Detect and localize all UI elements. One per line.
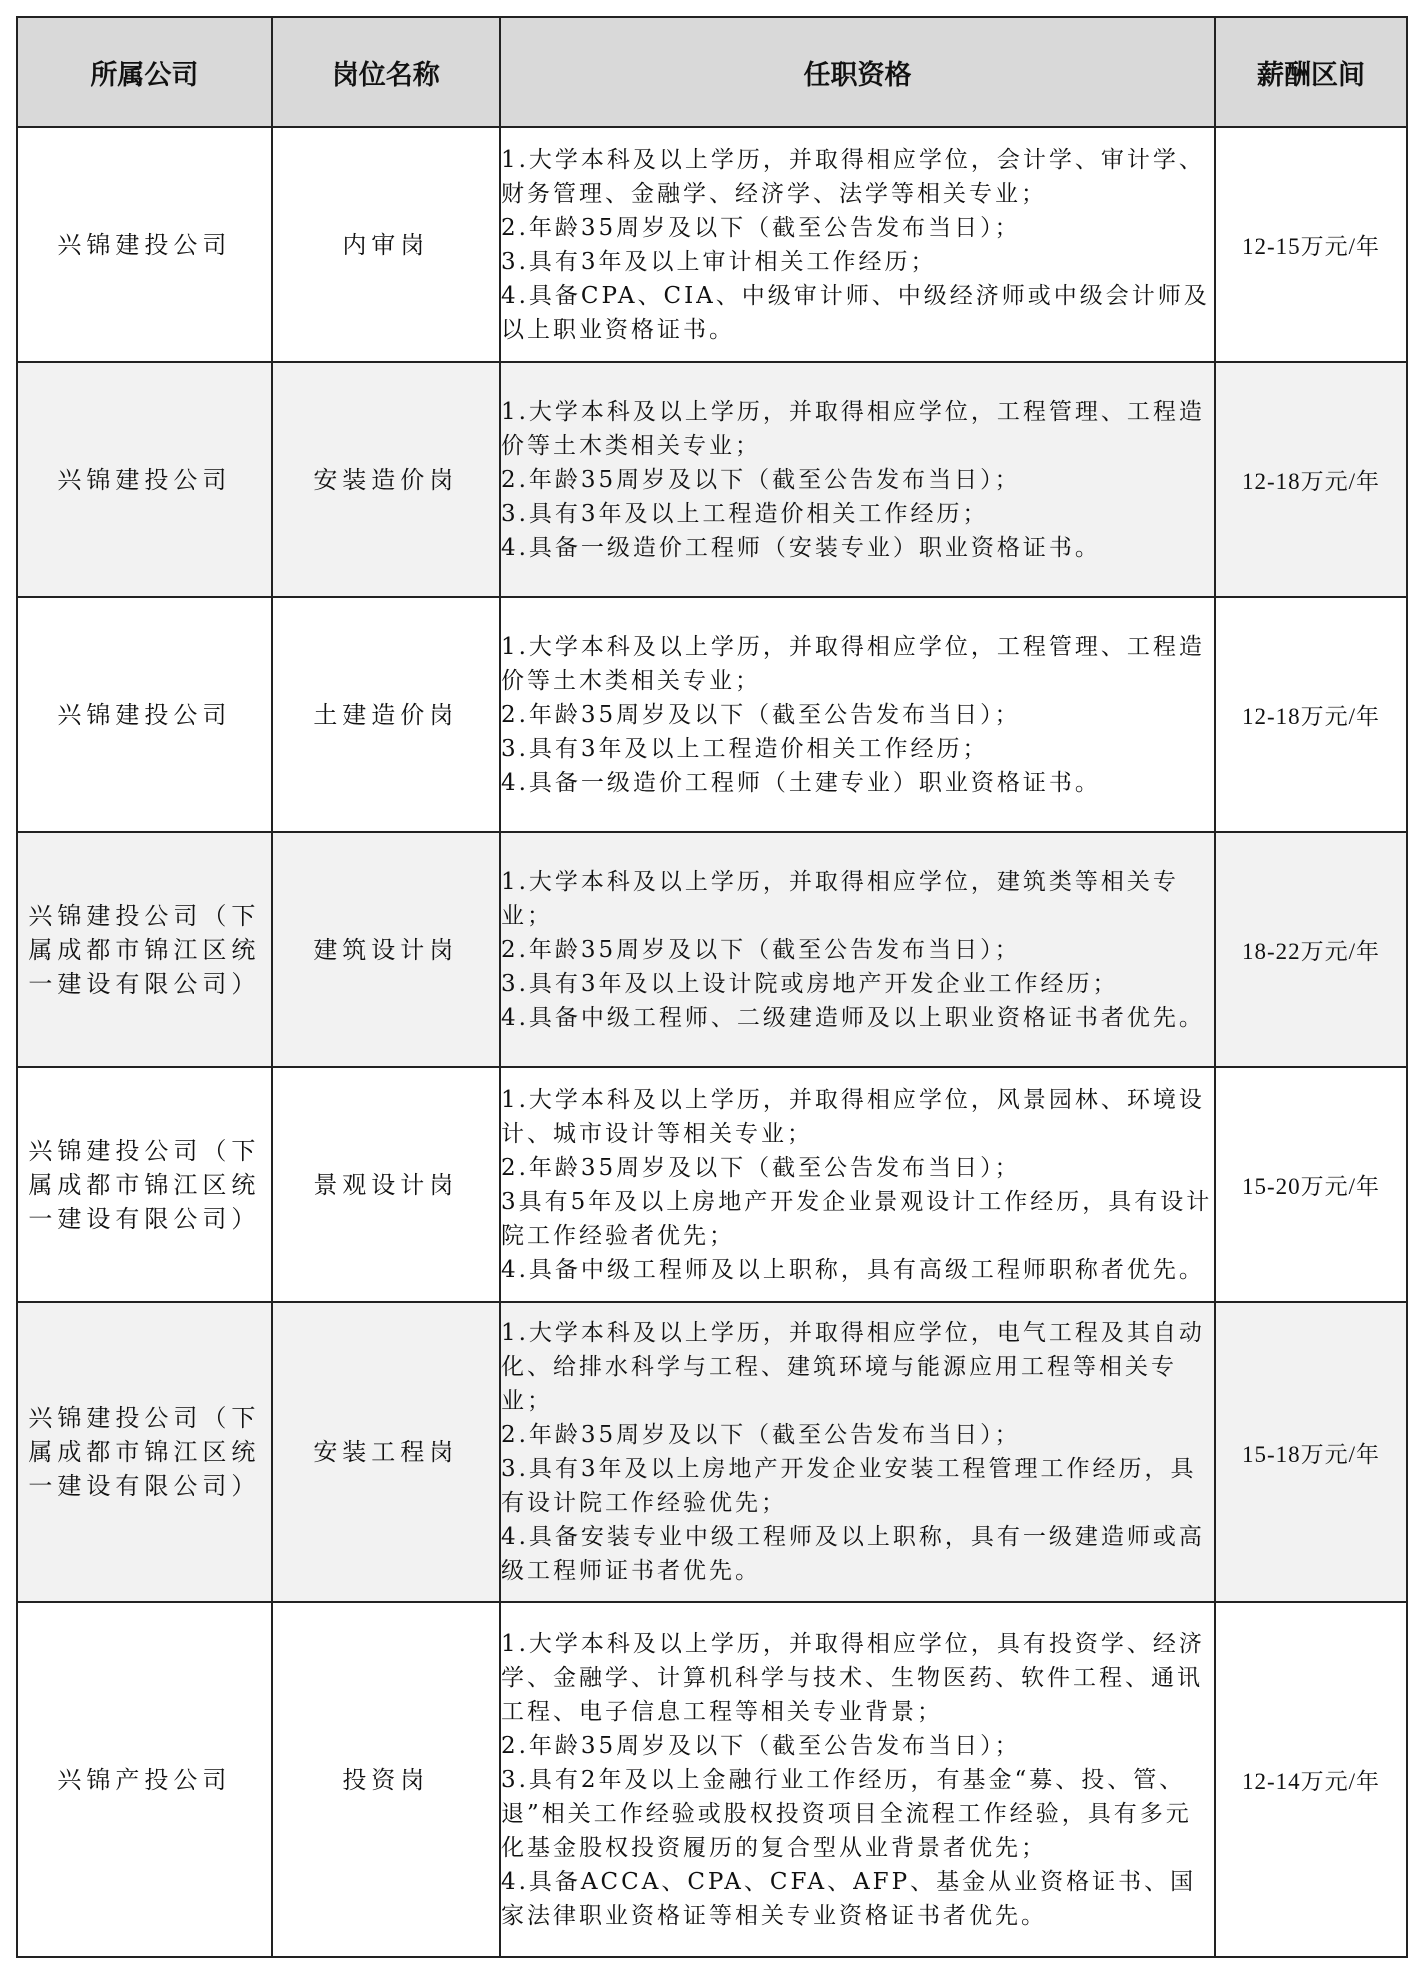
requirement-line: 1.大学本科及以上学历，并取得相应学位，风景园林、环境设计、城市设计等相关专业；: [500, 1086, 1205, 1147]
position-cell: 安装造价岗: [272, 362, 500, 597]
position-cell: 建筑设计岗: [272, 832, 500, 1067]
company-cell: 兴锦建投公司: [17, 597, 272, 832]
salary-cell: 15-18万元/年: [1215, 1302, 1407, 1602]
requirement-line: 3具有5年及以上房地产开发企业景观设计工作经历，具有设计院工作经验者优先；: [500, 1188, 1213, 1249]
requirement-line: 1.大学本科及以上学历，并取得相应学位，建筑类等相关专业；: [500, 868, 1179, 929]
header-requirements: 任职资格: [500, 17, 1215, 127]
requirement-line: 1.大学本科及以上学历，并取得相应学位，工程管理、工程造价等土木类相关专业；: [500, 633, 1205, 694]
requirement-line: 3.具有3年及以上工程造价相关工作经历；: [500, 500, 989, 527]
requirement-line: 4.具备中级工程师及以上职称，具有高级工程师职称者优先。: [500, 1256, 1205, 1283]
table-row: [17, 127, 1407, 362]
header-salary: 薪酬区间: [1215, 17, 1407, 127]
requirement-line: 3.具有3年及以上工程造价相关工作经历；: [500, 735, 989, 762]
requirement-line: 1.大学本科及以上学历，并取得相应学位，具有投资学、经济学、金融学、计算机科学与技术、生物医药、软件工程、通讯工程、电子信息工程等相关专业背景；: [500, 1630, 1205, 1725]
table-row: [17, 1302, 1407, 1602]
salary-cell: 12-18万元/年: [1215, 362, 1407, 597]
header-position: 岗位名称: [272, 17, 500, 127]
recruitment-table: [16, 16, 1408, 1958]
requirements-cell: [500, 1602, 1215, 1957]
requirements-cell: [500, 127, 1215, 362]
salary-cell: 15-20万元/年: [1215, 1067, 1407, 1302]
table-header-row: [17, 17, 1407, 127]
company-cell: 兴锦建投公司（下属成都市锦江区统一建设有限公司）: [17, 832, 272, 1067]
company-cell: 兴锦建投公司: [17, 127, 272, 362]
requirement-line: 2.年龄35周岁及以下（截至公告发布当日）；: [500, 214, 1021, 241]
table-row: [17, 362, 1407, 597]
requirement-line: 3.具有3年及以上房地产开发企业安装工程管理工作经历，具有设计院工作经验优先；: [500, 1456, 1197, 1516]
requirement-line: 1.大学本科及以上学历，并取得相应学位，工程管理、工程造价等土木类相关专业；: [500, 398, 1205, 459]
company-cell: 兴锦产投公司: [17, 1602, 272, 1957]
company-cell: 兴锦建投公司: [17, 362, 272, 597]
requirements-cell: [500, 362, 1215, 597]
company-cell: 兴锦建投公司（下属成都市锦江区统一建设有限公司）: [17, 1302, 272, 1602]
position-cell: 安装工程岗: [272, 1302, 500, 1602]
requirements-cell: [500, 832, 1215, 1067]
requirement-line: 4.具备安装专业中级工程师及以上职称，具有一级建造师或高级工程师证书者优先。: [500, 1524, 1205, 1584]
requirement-line: 4.具备一级造价工程师（安装专业）职业资格证书。: [500, 534, 1101, 561]
requirement-line: 2.年龄35周岁及以下（截至公告发布当日）；: [500, 1154, 1021, 1181]
position-cell: 土建造价岗: [272, 597, 500, 832]
requirement-line: 4.具备CPA、CIA、中级审计师、中级经济师或中级会计师及以上职业资格证书。: [500, 282, 1210, 343]
requirement-line: 2.年龄35周岁及以下（截至公告发布当日）；: [500, 466, 1021, 493]
requirements-cell: [500, 1302, 1215, 1602]
requirement-line: 2.年龄35周岁及以下（截至公告发布当日）；: [500, 1732, 1021, 1759]
requirement-line: 1.大学本科及以上学历，并取得相应学位，电气工程及其自动化、给排水科学与工程、建筑环境与能源应用工程等相关专业；: [500, 1320, 1205, 1414]
requirement-line: 4.具备一级造价工程师（土建专业）职业资格证书。: [500, 769, 1101, 796]
requirement-line: 2.年龄35周岁及以下（截至公告发布当日）；: [500, 1422, 1021, 1448]
salary-cell: 12-18万元/年: [1215, 597, 1407, 832]
requirements-cell: [500, 597, 1215, 832]
requirement-line: 4.具备ACCA、CPA、CFA、AFP、基金从业资格证书、国家法律职业资格证等相关专业资格证书者优先。: [500, 1868, 1197, 1929]
position-cell: 投资岗: [272, 1602, 500, 1957]
position-cell: 景观设计岗: [272, 1067, 500, 1302]
salary-cell: 18-22万元/年: [1215, 832, 1407, 1067]
table-row: [17, 597, 1407, 832]
salary-cell: 12-14万元/年: [1215, 1602, 1407, 1957]
requirement-line: 2.年龄35周岁及以下（截至公告发布当日）；: [500, 701, 1021, 728]
requirement-line: 3.具有2年及以上金融行业工作经历，有基金“募、投、管、退”相关工作经验或股权投资项目全流程工作经验，具有多元化基金股权投资履历的复合型从业背景者优先；: [500, 1766, 1192, 1861]
company-cell: 兴锦建投公司（下属成都市锦江区统一建设有限公司）: [17, 1067, 272, 1302]
table-row: [17, 1067, 1407, 1302]
table-row: [17, 1602, 1407, 1957]
salary-cell: 12-15万元/年: [1215, 127, 1407, 362]
requirements-cell: [500, 1067, 1215, 1302]
requirement-line: 4.具备中级工程师、二级建造师及以上职业资格证书者优先。: [500, 1004, 1205, 1031]
requirement-line: 2.年龄35周岁及以下（截至公告发布当日）；: [500, 936, 1021, 963]
table-row: [17, 832, 1407, 1067]
requirement-line: 3.具有3年及以上设计院或房地产开发企业工作经历；: [500, 970, 1119, 997]
header-company: 所属公司: [17, 17, 272, 127]
requirement-line: 1.大学本科及以上学历，并取得相应学位，会计学、审计学、财务管理、金融学、经济学、法学等相关专业；: [500, 146, 1205, 207]
requirement-line: 3.具有3年及以上审计相关工作经历；: [500, 248, 937, 275]
position-cell: 内审岗: [272, 127, 500, 362]
